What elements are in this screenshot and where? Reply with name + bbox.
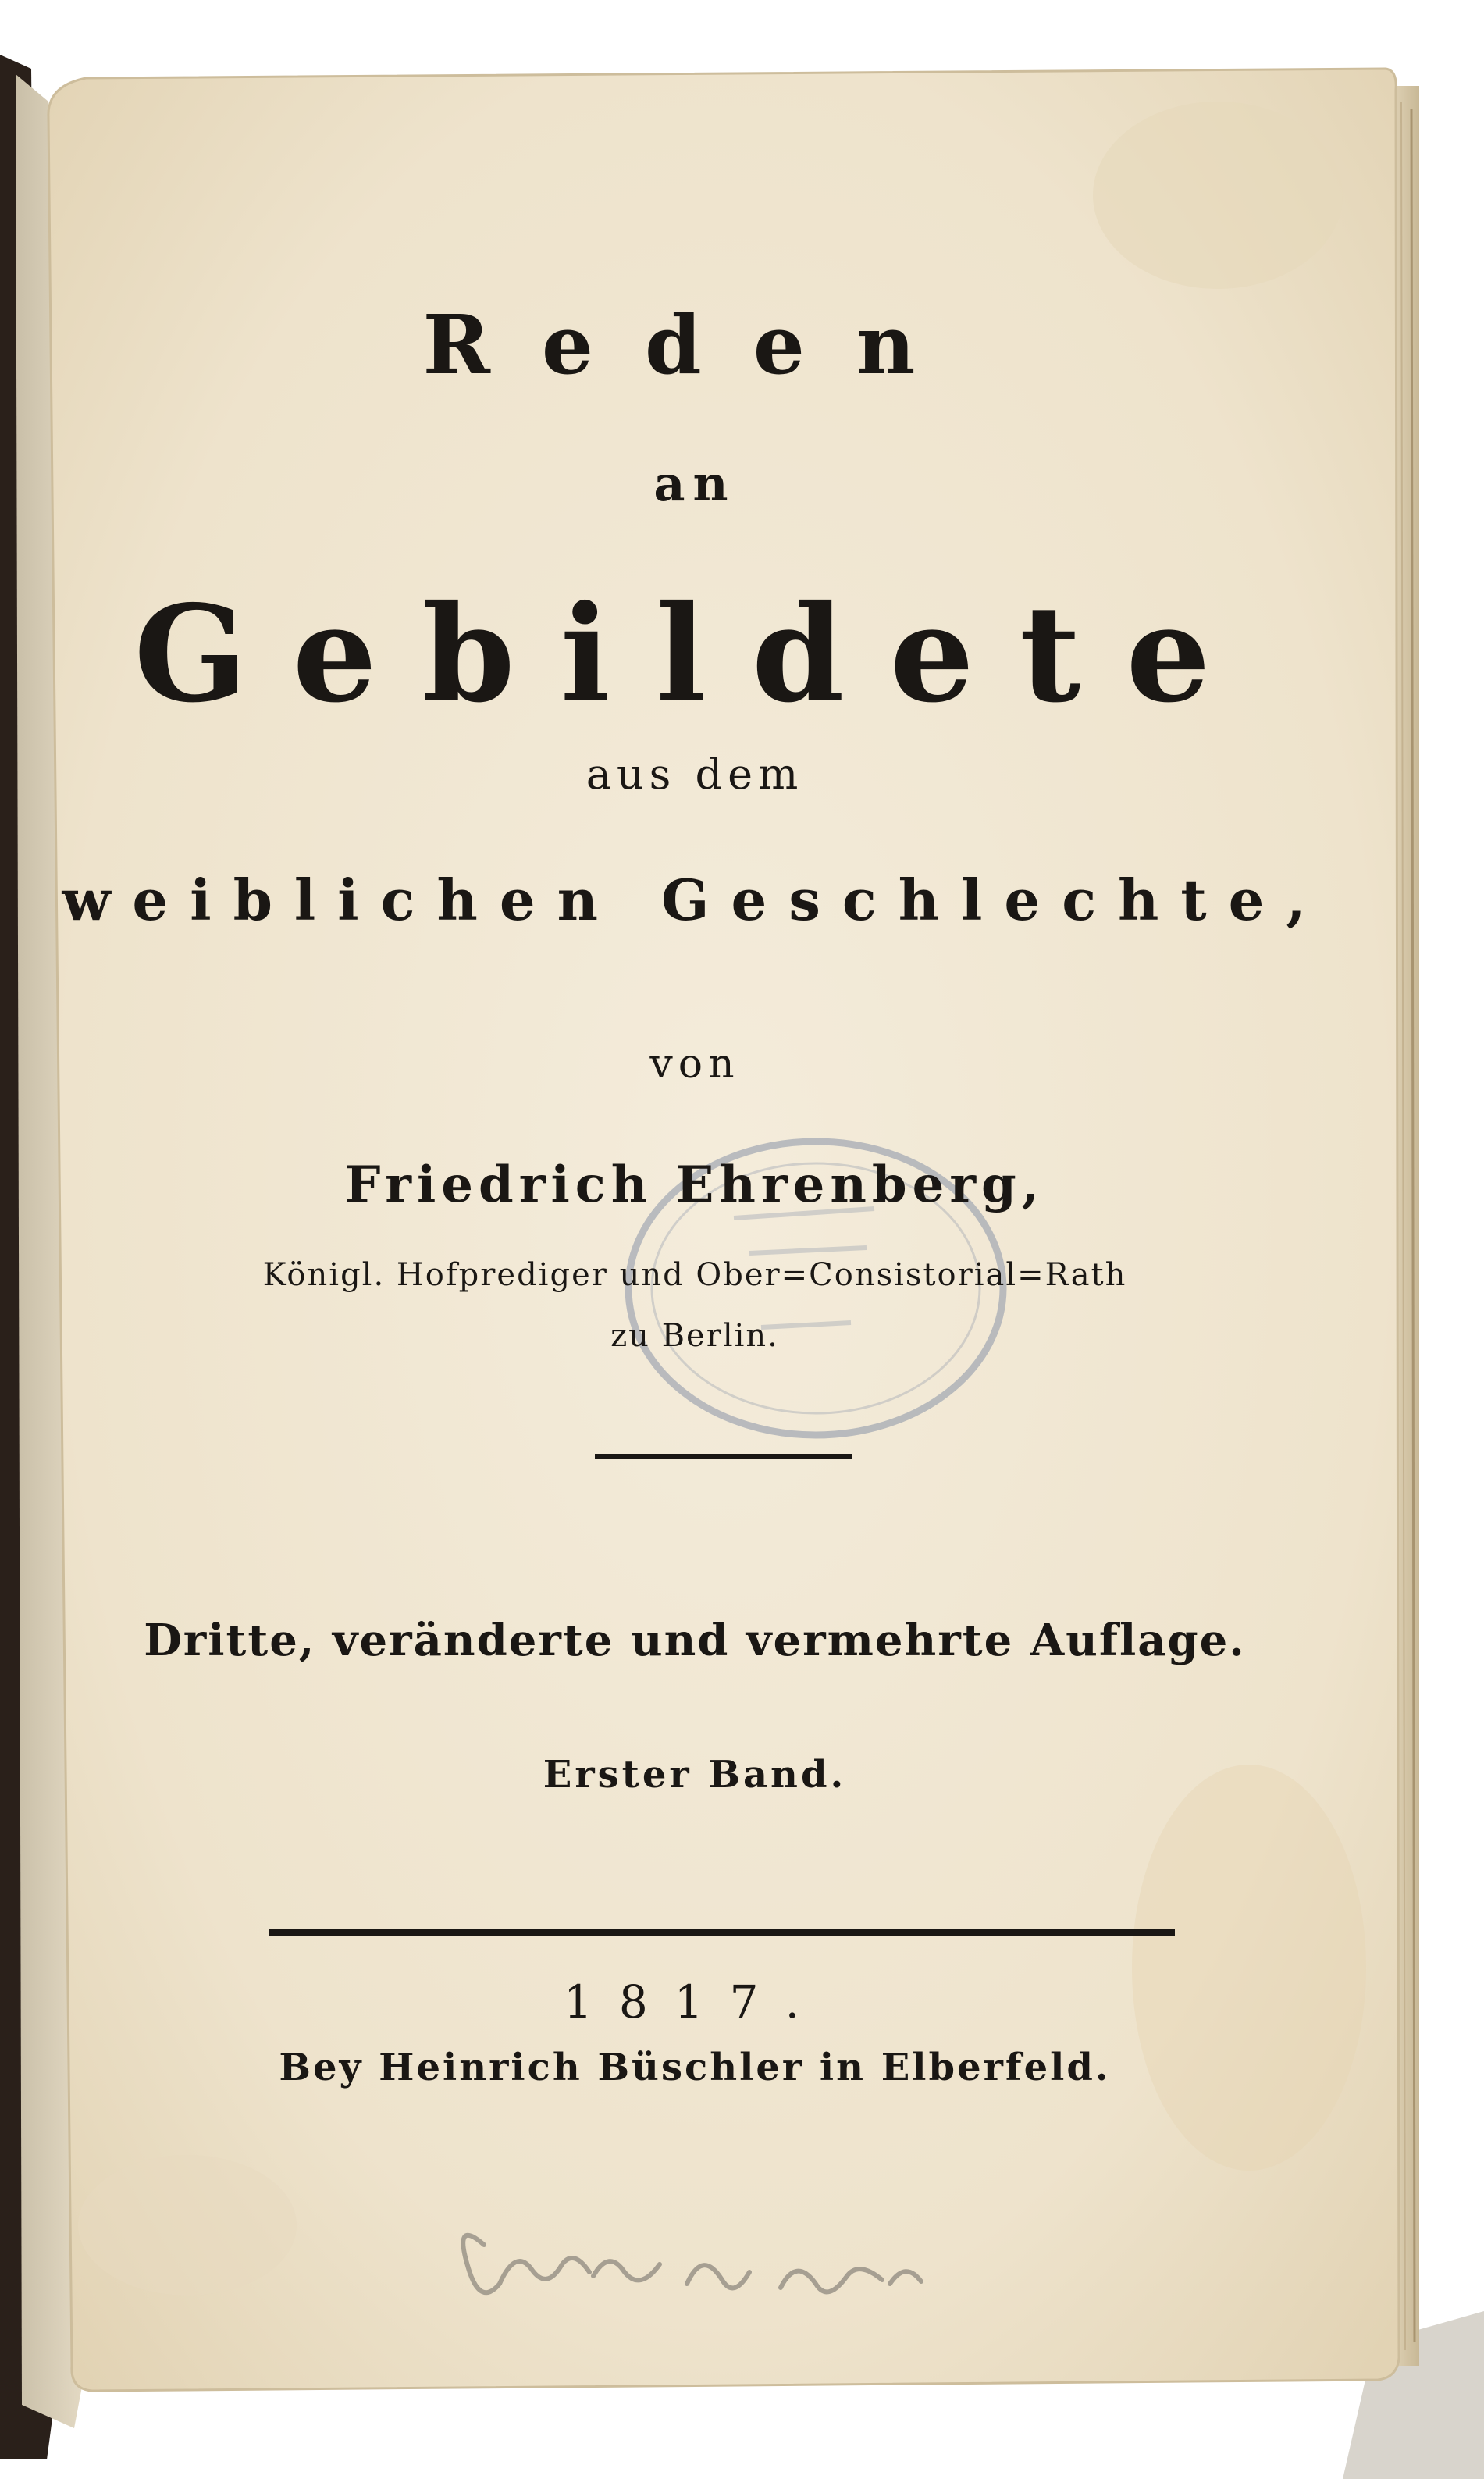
title-word-reden: Reden <box>422 297 967 393</box>
short-divider-rule <box>595 1454 852 1459</box>
publication-year: 1817. <box>563 1975 827 2028</box>
author-place: zu Berlin. <box>610 1318 779 1354</box>
volume-label: Erster Band. <box>543 1753 847 1797</box>
title-word-an: an <box>653 455 736 512</box>
long-divider-rule <box>269 1929 1175 1936</box>
publisher-imprint: Bey Heinrich Büschler in Elberfeld. <box>279 2046 1111 2089</box>
author-title: Königl. Hofprediger und Ober=Consistorial=Rath <box>262 1257 1127 1293</box>
subtitle-geschlechte: weiblichen Geschlechte, <box>62 867 1328 933</box>
by-label: von <box>649 1041 740 1088</box>
author-name: Friedrich Ehrenberg, <box>344 1156 1045 1214</box>
edition-statement: Dritte, veränderte und vermehrte Auflage. <box>144 1615 1246 1666</box>
subtitle-aus-dem: aus dem <box>585 750 804 799</box>
title-word-gebildete: Gebildete <box>133 576 1256 732</box>
